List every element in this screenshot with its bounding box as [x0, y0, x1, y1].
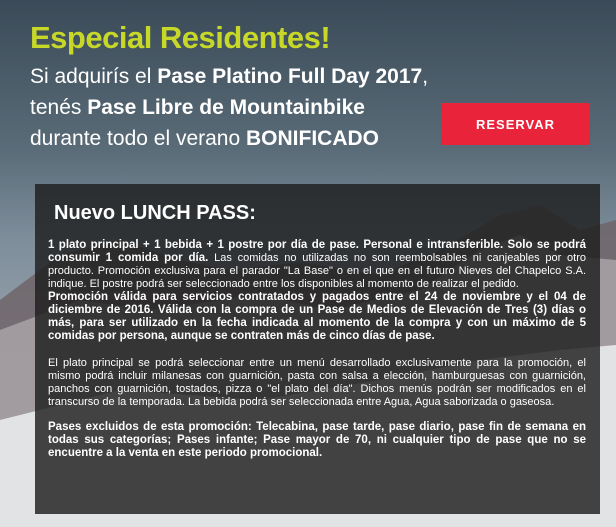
promo-line-2 — [30, 95, 365, 121]
promo-text: , — [422, 65, 429, 88]
promo-text: tenés — [30, 96, 88, 119]
promo-line-3 — [30, 126, 379, 152]
headline: Especial Residentes! — [30, 20, 331, 55]
promo-text: Si adquirís el — [30, 65, 158, 88]
lunch-p1-bold: 1 plato principal + 1 bebida + 1 postre por día de pase. Personal e intransferible. Solo se podrá consumir 1 comida por día. — [48, 239, 586, 264]
promo-highlight: BONIFICADO — [246, 127, 379, 150]
reserve-button[interactable]: RESERVAR — [441, 103, 590, 145]
lunch-paragraph-4 — [48, 421, 586, 460]
lunch-p2-bold: Promoción válida para servicios contratados y pagados entre el 24 de noviembre y el 04 de diciembre de 2016. Válida con la compra de un Pase de Medios de Elevación de Tres (3) días o más, para ser utilizado en la fecha indicada al momento de la compra y con un máximo de 5 comidas por persona, aunque se contraten más de cinco días de pase. — [48, 291, 586, 342]
promo-highlight: Pase Libre de Mountainbike — [87, 96, 365, 119]
promo-text: durante todo el verano — [30, 127, 246, 150]
promo-highlight: Pase Platino Full Day 2017 — [157, 65, 423, 88]
lunch-paragraph-3: El plato principal se podrá seleccionar entre un menú desarrollado exclusivamente para la promoción, el mismo podrá incluir milanesas con guarnición, pasta con salsa a elección, hamburguesas con guarnición, panchos con guarnición, tostados, pizza o "el plato del día". Dichos menús podrán ser modificados en el transcurso de la temporada. La bebida podrá ser seleccionada entre Agua, Agua saborizada o gaseosa. — [48, 357, 586, 408]
lunch-p4-bold: Pases excluidos de esta promoción: Telecabina, pase tarde, pase diario, pase fin de semana en todas sus categorías; Pases infante; Pase mayor de 70, ni cualquier tipo de pase que no se encuentre a la venta en este periodo promocional. — [48, 421, 586, 459]
lunch-paragraph-2 — [48, 291, 586, 343]
lunch-pass-title: Nuevo LUNCH PASS: — [54, 202, 256, 224]
lunch-paragraph-1 — [48, 239, 586, 291]
promo-line-1 — [30, 64, 428, 90]
lunch-p1-text: Las comidas no utilizadas no son reembolsables ni canjeables por otro producto. Promoción exclusiva para el parador "La Base" o en el que en el futuro Nieves del Chapelco S.A. indique. El postre podrá ser seleccionado entre los disponibles al momento de realizar el pedido. — [48, 252, 586, 290]
lunch-pass-panel — [35, 184, 600, 514]
